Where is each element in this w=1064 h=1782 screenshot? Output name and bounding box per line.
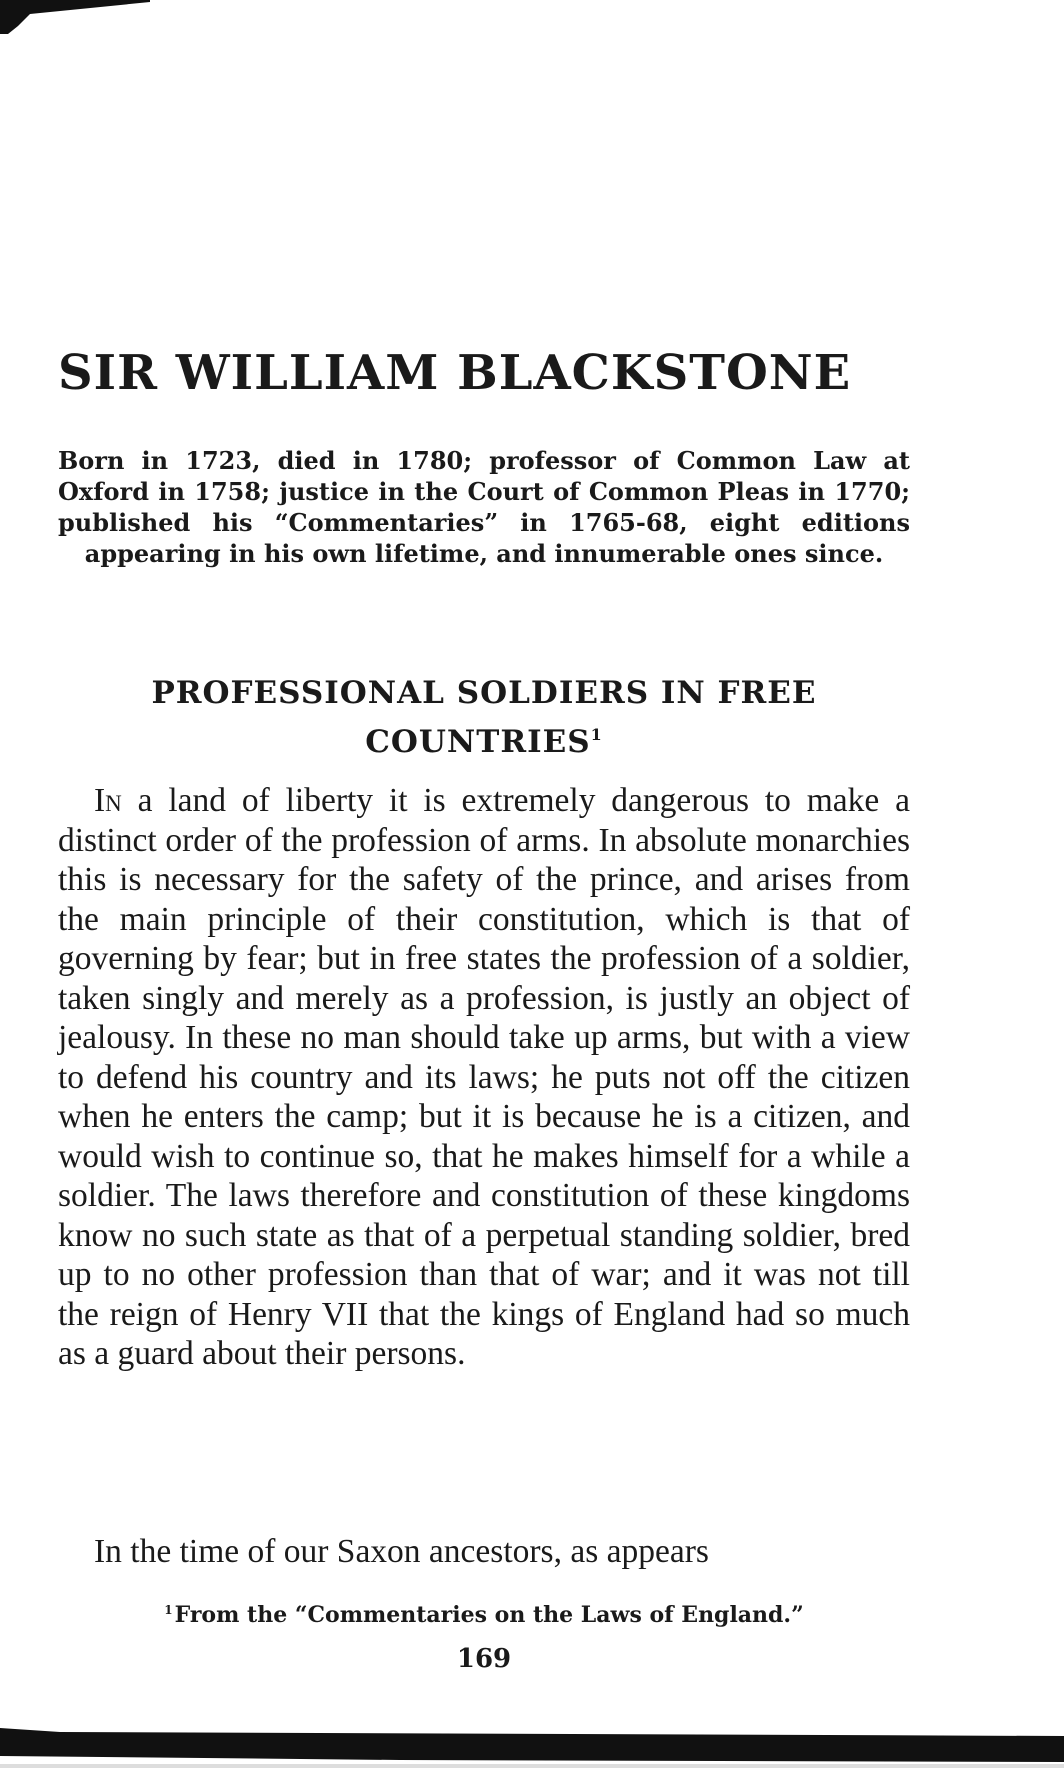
- footnote-text: From the “Commentaries on the Laws of England.”: [174, 1602, 804, 1628]
- section-heading-text: PROFESSIONAL SOLDIERS IN FREE COUNTRIES: [151, 675, 817, 760]
- footnote-marker: 1: [164, 1603, 173, 1617]
- section-heading: [58, 672, 910, 763]
- paragraph-initial-word: In: [94, 782, 122, 819]
- scan-corner-mark: [0, 0, 150, 34]
- paragraph-text: a land of liberty it is extremely dangerous to make a distinct order of the profession of arms. In absolute monarchies this is necessary for the safety of the prince, and arises from the main principle of their constitution, which is that of governing by fear; but in free states the profession of a soldier, taken singly and merely as a profession, is justly an object of jealousy. In these no man should take up arms, but with a view to defend his country and its laws; he puts not off the citizen when he enters the camp; but it is because he is a citizen, and would wish to continue so, that he makes himself for a while a soldier. The laws therefore and constitution of these kingdoms know no such state as that of a perpetual standing soldier, bred up to no other profession than that of war; and it was not till the reign of Henry VII that the kings of England had so much as a guard about their persons.: [58, 782, 910, 1372]
- heading-footnote-marker: 1: [590, 725, 603, 744]
- body-paragraph-continued: In the time of our Saxon ancestors, as appears: [94, 1533, 709, 1570]
- page-number: 169: [456, 1644, 512, 1674]
- biography-note: Born in 1723, died in 1780; professor of Common Law at Oxford in 1758; justice in the Court of Common Pleas in 1770; published his “Commentaries” in 1765-68, eight editions appearing in his own lifetime, and innumerable ones since.: [58, 446, 910, 568]
- page-title: SIR WILLIAM BLACKSTONE: [58, 345, 852, 401]
- footnote: [58, 1596, 910, 1629]
- body-paragraph: [58, 781, 910, 1374]
- scan-bottom-edge: [0, 1728, 1064, 1768]
